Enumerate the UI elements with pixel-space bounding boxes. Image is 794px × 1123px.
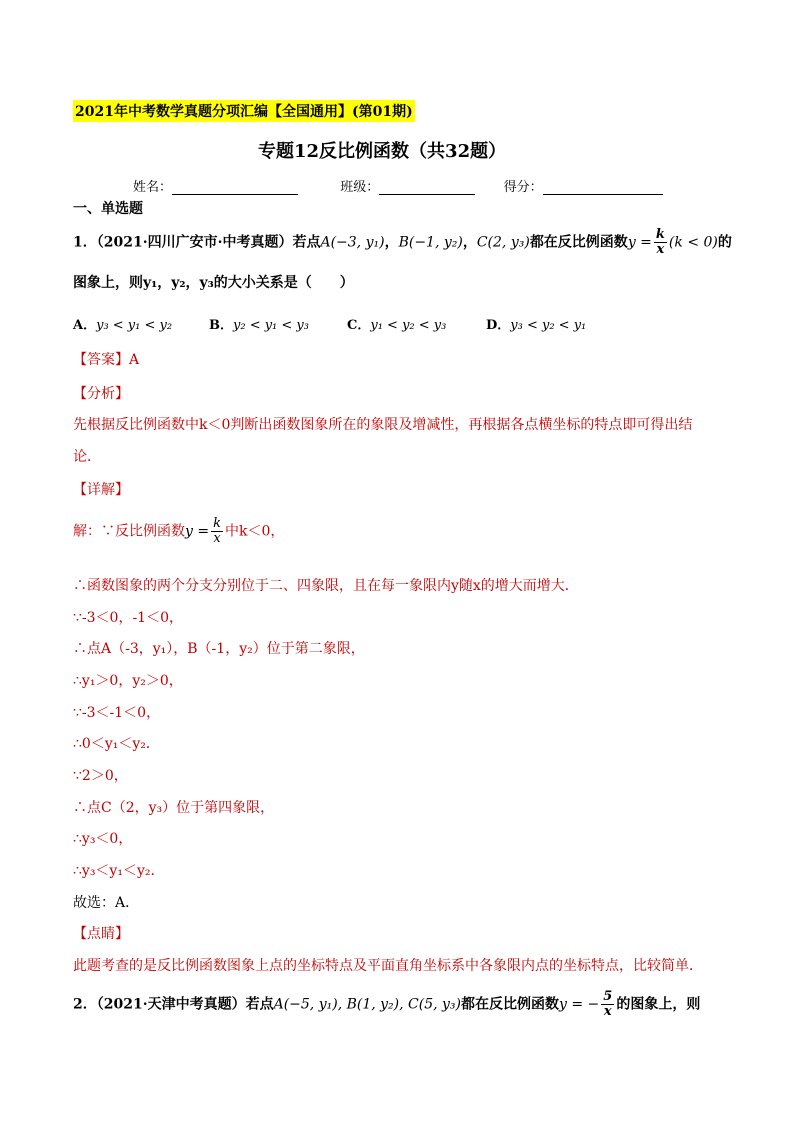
solution-fraction <box>211 517 223 546</box>
q2-func-y: y = − <box>559 996 600 1013</box>
q1-option-c-expr: y₁ < y₂ < y₃ <box>370 318 447 333</box>
q1-option-a-expr: y₃ < y₁ < y₂ <box>96 318 173 333</box>
q1-frac-num: k <box>655 227 665 242</box>
q2-source: （2021·天津中考真题）若点 <box>96 996 274 1013</box>
name-blank[interactable] <box>172 194 298 195</box>
q1-answer-row <box>73 349 139 369</box>
q1-sep-1: ， <box>384 234 399 251</box>
series-banner: 2021年中考数学真题分项汇编【全国通用】(第01期) <box>73 100 415 122</box>
question-1-line-1 <box>73 228 732 257</box>
q2-number: 2． <box>73 996 97 1013</box>
q1-number: 1． <box>73 234 97 251</box>
score-blank[interactable] <box>543 194 663 195</box>
question-2-line-1 <box>73 990 700 1019</box>
q1-text-mid: 都在反比例函数 <box>529 234 628 251</box>
section-heading: 一、单选题 <box>73 201 143 217</box>
solution-step-10: ∴y₃＜y₁＜y₂． <box>73 863 165 879</box>
analysis-line-2: 论． <box>73 449 101 465</box>
solution-step-2: ∵-3＜0，-1＜0， <box>73 610 183 626</box>
class-label: 班级： <box>340 180 380 195</box>
solution-frac-num: k <box>213 516 221 531</box>
q1-option-c-label: C． <box>347 318 371 333</box>
detail-tag: 【详解】 <box>73 482 129 498</box>
q2-frac-num: 5 <box>603 989 613 1004</box>
q1-text-end: 的 <box>717 234 732 251</box>
q1-option-d[interactable] <box>486 314 586 333</box>
q1-option-c[interactable] <box>347 314 446 333</box>
q1-option-b[interactable] <box>209 314 309 333</box>
q1-option-b-expr: y₂ < y₁ < y₃ <box>233 318 309 333</box>
q2-frac-den: x <box>601 1004 614 1019</box>
q2-text-mid: 都在反比例函数 <box>461 996 559 1013</box>
q1-option-d-label: D． <box>486 318 511 333</box>
comment-tag: 【点睛】 <box>73 926 129 942</box>
q1-option-a-label: A． <box>73 318 97 333</box>
solution-step-9: ∴y₃＜0， <box>73 831 133 847</box>
q2-points: A(−5, y₁), B(1, y₂), C(5, y₃) <box>273 996 461 1013</box>
answer-tag: 【答案】 <box>73 352 129 368</box>
solution-frac-den: x <box>211 531 223 546</box>
analysis-tag: 【分析】 <box>73 386 129 402</box>
q1-source: （2021·四川广安市·中考真题）若点 <box>96 234 321 251</box>
solution-step-8: ∴点C（2，y₃）位于第四象限， <box>73 800 275 816</box>
q2-fraction <box>601 990 614 1019</box>
solution-suffix: 中k＜0， <box>224 523 285 540</box>
student-info-row <box>133 176 663 195</box>
q1-option-a[interactable] <box>73 314 172 333</box>
question-1-line-2: 图象上，则y₁，y₂，y₃的大小关系是（ ） <box>73 275 354 291</box>
solution-step-5: ∵-3＜-1＜0， <box>73 705 161 721</box>
solution-step-4: ∴y₁＞0，y₂＞0， <box>73 673 183 689</box>
q1-option-b-label: B． <box>209 318 233 333</box>
q1-sep-2: ， <box>462 234 477 251</box>
q1-fraction <box>654 228 667 257</box>
solution-prefix: 解：∵反比例函数 <box>73 523 185 540</box>
name-label: 姓名： <box>133 180 173 195</box>
solution-func-y: y = <box>185 523 210 540</box>
solution-step-6: ∴0＜y₁＜y₂． <box>73 736 160 752</box>
solution-step-3: ∴点A（-3，y₁），B（-1，y₂）位于第二象限， <box>73 641 365 657</box>
q1-point-b: B(−1, y₂) <box>398 234 463 251</box>
page-title: 专题12反比例函数（共32题） <box>258 141 507 162</box>
solution-step-7: ∵2＞0， <box>73 768 128 784</box>
class-blank[interactable] <box>379 194 475 195</box>
comment-text: 此题考查的是反比例函数图象上点的坐标特点及平面直角坐标系中各象限内点的坐标特点，比较简单． <box>73 958 703 974</box>
q1-option-d-expr: y₃ < y₂ < y₁ <box>510 318 587 333</box>
q1-point-c: C(2, y₃) <box>476 234 530 251</box>
analysis-line-1: 先根据反比例函数中k＜0判断出函数图象所在的象限及增减性，再根据各点横坐标的特点即可得出结 <box>73 417 693 433</box>
q1-func-y: y = <box>627 234 652 251</box>
q1-condition: (k < 0) <box>668 234 718 251</box>
solution-choice: 故选：A． <box>73 895 140 911</box>
score-label: 得分： <box>503 180 543 195</box>
solution-step-1: ∴函数图象的两个分支分别位于二、四象限，且在每一象限内y随x的增大而增大． <box>73 578 579 594</box>
solution-intro <box>73 517 284 546</box>
q1-point-a: A(−3, y₁) <box>320 234 385 251</box>
q2-text-end: 的图象上，则 <box>616 996 701 1013</box>
q1-frac-den: x <box>654 242 667 257</box>
answer-value: A <box>129 352 140 368</box>
